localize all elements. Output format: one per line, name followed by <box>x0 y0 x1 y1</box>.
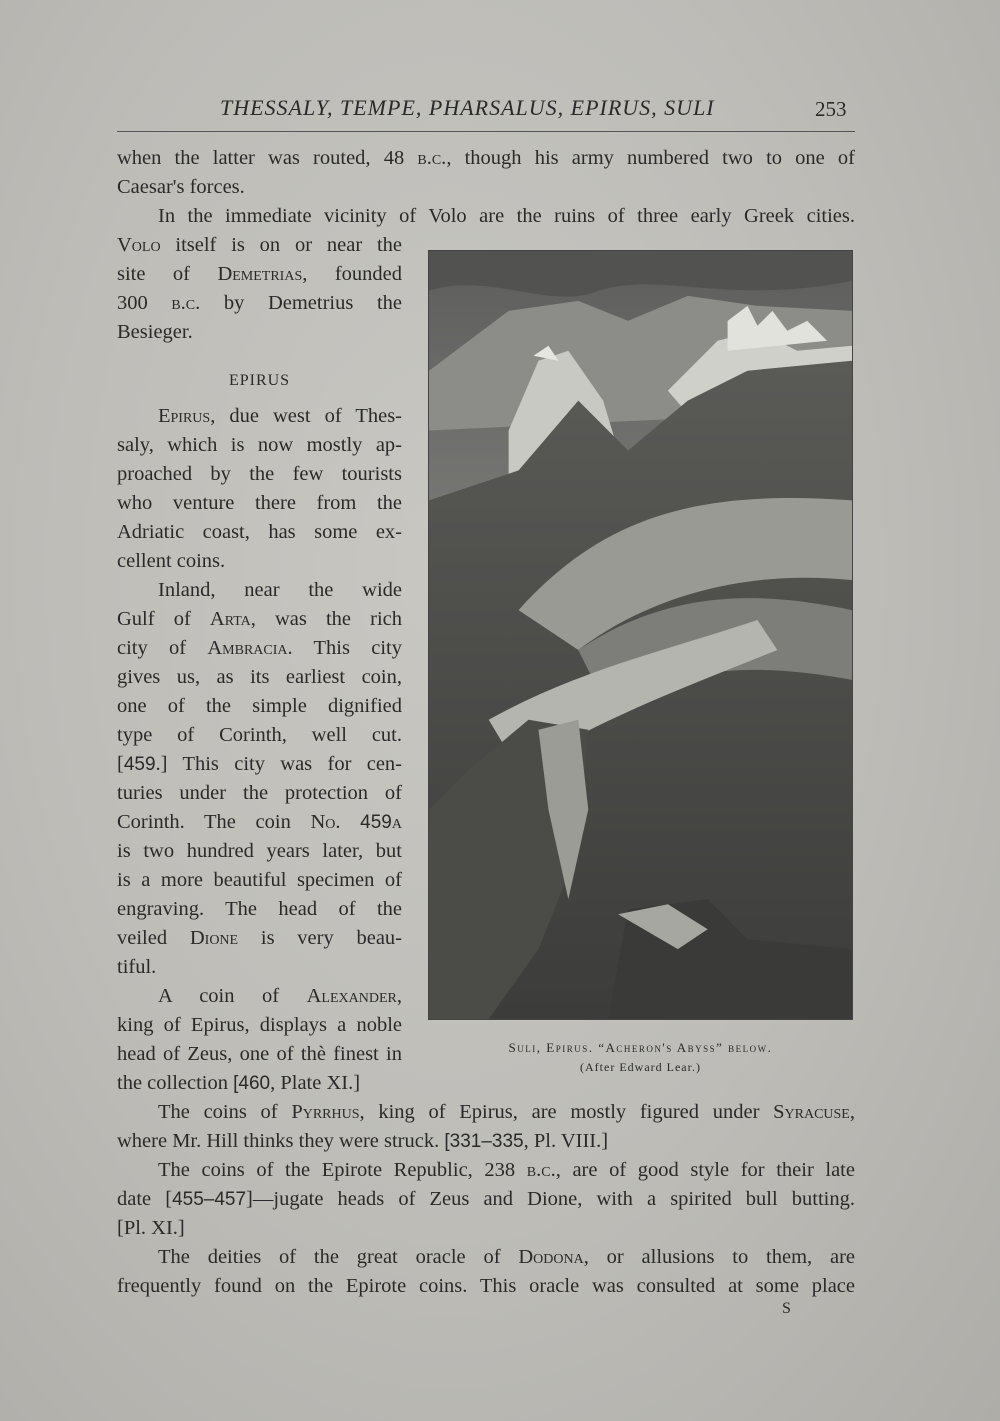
text-line: 300 b.c. by Demetrius the <box>117 292 402 314</box>
text-line: type of Corinth, well cut. <box>117 724 402 746</box>
text-line: Epirus, due west of Thes- <box>158 405 402 427</box>
text-line: the collection [460, Plate XI.] <box>117 1072 361 1094</box>
text-line: where Mr. Hill thinks they were struck. [331–335, Pl. VIII.] <box>117 1130 609 1152</box>
text-line: who venture there from the <box>117 492 402 514</box>
text-line: veiled Dione is very beau- <box>117 927 403 949</box>
text-line: [Pl. XI.] <box>117 1217 185 1239</box>
figure-credit: (After Edward Lear.) <box>580 1060 701 1074</box>
text-line: Caesar's forces. <box>117 176 245 198</box>
text-line: tiful. <box>117 956 157 978</box>
text-line: cellent coins. <box>117 550 226 572</box>
text-line: frequently found on the Epirote coins. This oracle was consulted at some place <box>117 1275 855 1297</box>
text-line: one of the simple dignified <box>117 695 402 717</box>
suli-illustration <box>428 250 853 1020</box>
text-line: gives us, as its earliest coin, <box>117 666 402 688</box>
text-line: turies under the protection of <box>117 782 402 804</box>
text-line: engraving. The head of the <box>117 898 402 920</box>
page-number: 253 <box>815 97 847 121</box>
text-line: date [455–457]—jugate heads of Zeus and Dione, with a spirited bull butting. <box>117 1188 855 1210</box>
mountain-landscape-image <box>429 251 852 1019</box>
text-line: is two hundred years later, but <box>117 840 402 862</box>
text-line: The coins of the Epirote Republic, 238 b.c., are of good style for their late <box>158 1159 855 1181</box>
header-rule <box>117 131 855 132</box>
text-line: site of Demetrias, founded <box>117 263 402 285</box>
text-line: Volo itself is on or near the <box>117 234 402 256</box>
text-line: Gulf of Arta, was the rich <box>117 608 403 630</box>
text-line: A coin of Alexander, <box>158 985 402 1007</box>
signature-mark: S <box>782 1300 791 1317</box>
text-line: The coins of Pyrrhus, king of Epirus, are mostly figured under Syracuse, <box>158 1101 855 1123</box>
text-line: king of Epirus, displays a noble <box>117 1014 402 1036</box>
text-line: Corinth. The coin No. 459a <box>117 811 402 833</box>
text-line: Inland, near the wide <box>158 579 402 601</box>
text-line: The deities of the great oracle of Dodona, or allusions to them, are <box>158 1246 855 1268</box>
section-heading: EPIRUS <box>228 372 291 389</box>
running-header: THESSALY, TEMPE, PHARSALUS, EPIRUS, SULI <box>220 95 715 120</box>
text-line: head of Zeus, one of thè finest in <box>117 1043 402 1065</box>
text-line: [459.] This city was for cen- <box>117 753 402 775</box>
text-line: Adriatic coast, has some ex- <box>117 521 402 543</box>
text-line: In the immediate vicinity of Volo are the ruins of three early Greek cities. <box>158 205 855 227</box>
text-line: is a more beautiful specimen of <box>117 869 402 891</box>
text-line: when the latter was routed, 48 b.c., though his army numbered two to one of <box>117 147 856 169</box>
text-line: saly, which is now mostly ap- <box>117 434 402 456</box>
text-line: proached by the few tourists <box>117 463 402 485</box>
text-line: Besieger. <box>117 321 193 343</box>
figure-caption: Suli, Epirus. “Acheron's Abyss” below. <box>508 1040 773 1055</box>
text-line: city of Ambracia. This city <box>117 637 402 659</box>
